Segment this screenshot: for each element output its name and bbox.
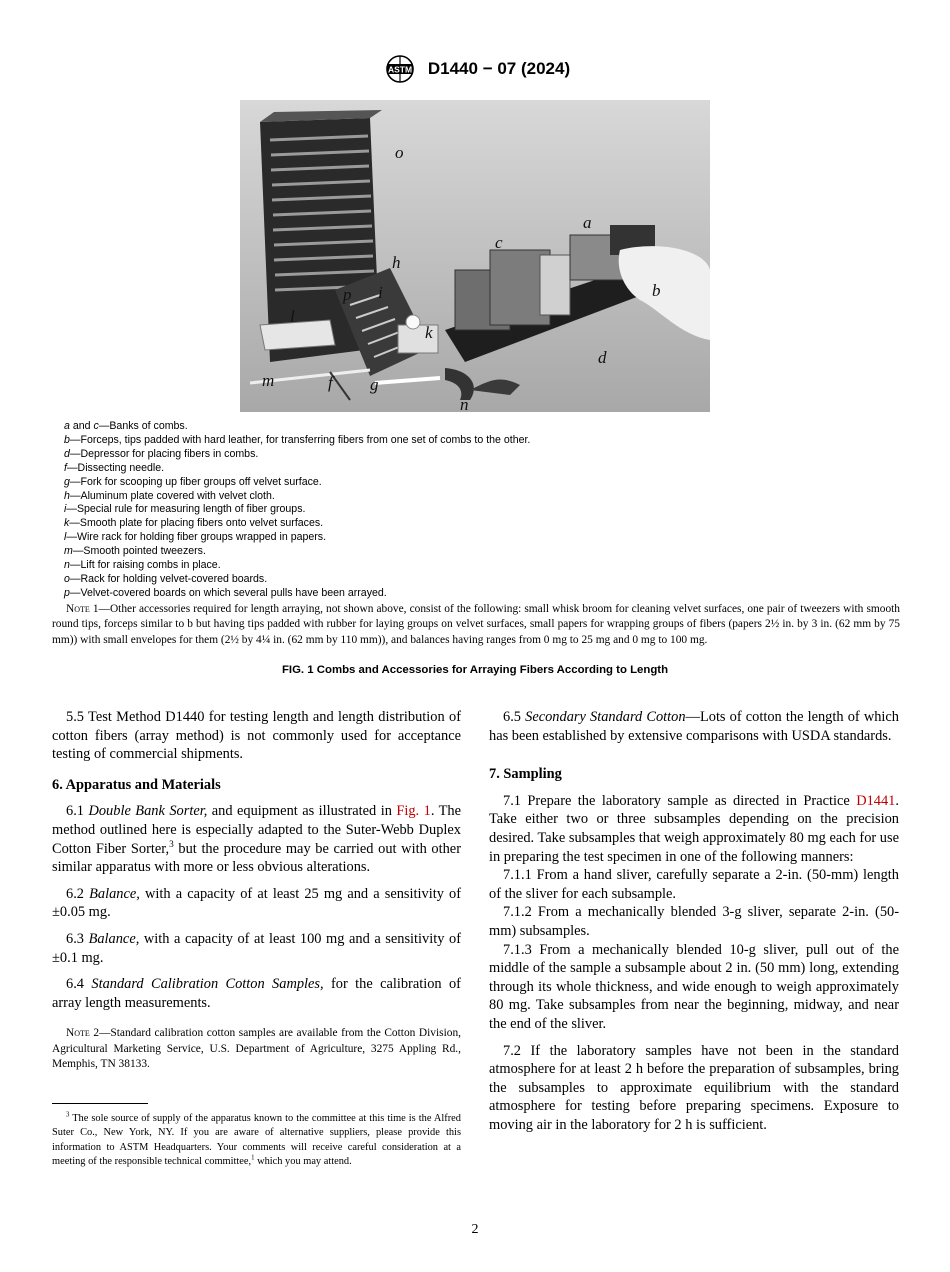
section-6-2	[52, 885, 461, 922]
figure-legend	[64, 420, 904, 601]
photo-label-o: o	[395, 143, 404, 162]
legend-text: —Aluminum plate covered with velvet cloth.	[69, 489, 275, 502]
svg-text:ASTM: ASTM	[387, 64, 412, 75]
page-number: 2	[471, 1222, 479, 1237]
heading-section-6: 6. Apparatus and Materials	[52, 776, 221, 793]
footnote-ref[interactable]: 3	[169, 839, 174, 850]
section-7-1-1: 7.1.1 From a hand sliver, carefully separate a 2-in. (50-mm) length of the sliver for each subsample.	[489, 867, 899, 902]
photo-label-b: b	[652, 281, 661, 300]
photo-label-m: m	[262, 371, 275, 390]
note-2	[52, 1026, 461, 1072]
right-column	[489, 708, 899, 1142]
d1441-link[interactable]: D1441	[856, 792, 896, 809]
note-1	[52, 602, 900, 648]
legend-key: i	[64, 503, 67, 516]
legend-text: —Forceps, tips padded with hard leather, for transferring fibers from one set of combs to the other.	[69, 433, 531, 446]
heading-section-7: 7. Sampling	[489, 766, 562, 783]
legend-key: l	[64, 531, 67, 544]
para-number: 6.4	[66, 976, 84, 993]
legend-text: —Wire rack for holding fiber groups wrapped in papers.	[66, 531, 327, 544]
legend-item	[64, 545, 904, 559]
note-1-text: —Other accessories required for length arraying, not shown above, consist of the following: small whisk broom for cleaning velvet surfaces, one pair of tweezers with smooth round tips, forceps similar to b but having tips padded with rubber for laying groups on velvet surfaces, small papers for wrapping groups of fibers (papers 2½ in. by 3 in. (62 mm by 75 mm)) with small envelopes for them (2½ by 4¼ in. (62 mm by 110 mm)), and balances having ranges from 0 mg to 25 mg and 0 mg to 100 mg.	[52, 603, 900, 646]
footnote-text: which you may attend.	[254, 1156, 352, 1168]
legend-text: —Fork for scooping up fiber groups off velvet surface.	[69, 475, 322, 488]
footnote-divider	[52, 1103, 148, 1104]
section-6-1	[52, 802, 461, 876]
legend-text: —Smooth pointed tweezers.	[72, 545, 206, 558]
legend-key: k	[64, 517, 70, 530]
photo-label-c: c	[495, 233, 503, 252]
legend-key: a	[64, 420, 70, 432]
note-2-label: Note 2	[66, 1027, 100, 1040]
section-6-3	[52, 930, 461, 967]
footnote-ref[interactable]: 1	[251, 1154, 255, 1162]
photo-label-d: d	[598, 348, 607, 367]
para-text: with a capacity of at least 25 mg and a sensitivity of ±0.05 mg.	[52, 885, 461, 921]
legend-text: —Depressor for placing fibers in combs.	[69, 447, 259, 460]
document-code: D1440 − 07 (2024)	[427, 59, 571, 78]
astm-logo-icon	[380, 53, 420, 85]
section-6-5	[489, 708, 899, 745]
legend-text: —Lift for raising combs in place.	[69, 559, 221, 572]
legend-item	[64, 420, 904, 434]
legend-item	[64, 573, 904, 587]
para-number: 6.5	[503, 709, 521, 725]
section-7-1-3: 7.1.3 From a mechanically blended 10-g sliver, pull out of the middle of the sample a subsample about 2 in. (50 mm) long, extending through its whole thickness, and wide enough to weigh approximately 80 mg. Take subsamples from near the beginning, midway, and near the end of the sliver.	[489, 941, 899, 1032]
legend-key: n	[64, 559, 70, 572]
legend-item	[64, 434, 904, 448]
para-number: 6.3	[66, 930, 84, 947]
photo-label-k: k	[425, 323, 433, 342]
photo-label-l: l	[290, 307, 295, 326]
fig-1-link[interactable]: Fig. 1	[396, 803, 431, 820]
section-6-4	[52, 975, 461, 1012]
page-header	[0, 52, 950, 86]
para-text: . Take either two or three subsamples depending on the precision desired. Take subsamples that weigh approximately 80 mg each for use in preparing the test specimen in one of the following manners:	[489, 792, 899, 865]
legend-text: —Smooth plate for placing fibers onto velvet surfaces.	[69, 517, 324, 530]
footnote-text: The sole source of supply of the apparatus known to the committee at this time is the Alfred Suter Co., New York, NY. If you are aware of alternative suppliers, please provide this information to ASTM Headquarters. Your comments will receive careful consideration at a meeting of the responsible technical committee,	[52, 1112, 461, 1168]
legend-item	[64, 448, 904, 462]
legend-item	[64, 490, 904, 504]
figure-photo	[240, 100, 710, 412]
note-1-label: Note 1	[66, 603, 99, 615]
legend-key: c	[93, 420, 99, 432]
legend-item	[64, 476, 904, 490]
para-text: . The method outlined here is especially adapted to the Suter-Webb Duplex Cotton Fiber Sorter,	[52, 803, 462, 857]
legend-text: —Rack for holding velvet-covered boards.	[69, 572, 268, 585]
photo-label-g: g	[370, 375, 379, 394]
section-7-1	[489, 792, 899, 866]
legend-key: g	[64, 475, 70, 488]
photo-label-i: i	[378, 283, 383, 302]
para-text: but the procedure may be carried out with other similar apparatus with more or less obvious alterations.	[52, 840, 461, 876]
legend-text: —Dissecting needle.	[66, 461, 165, 474]
photo-label-f: f	[328, 373, 333, 392]
legend-key: p	[64, 586, 70, 599]
para-text: with a capacity of at least 100 mg and a sensitivity of ±0.1 mg.	[52, 930, 461, 966]
section-5-5: 5.5 Test Method D1440 for testing length and length distribution of cotton fibers (array method) is not commonly used for acceptance testing of commercial shipments.	[52, 709, 461, 763]
legend-conj: and	[69, 420, 94, 432]
note-2-text: —Standard calibration cotton samples are available from the Cotton Division, Agricultural Marketing Service, U.S. Department of Agriculture, 3275 Appling Rd., Memphis, TN 38133.	[52, 1027, 461, 1071]
photo-label-n: n	[460, 395, 469, 412]
legend-item	[64, 503, 904, 517]
section-7-2: 7.2 If the laboratory samples have not been in the standard atmosphere for at least 2 h before the preparation of subsamples, bring the subsamples to approximate equilibrium with the standard atmosphere for testing before preparing specimens. Exposure to moving air in the laboratory for 2 h is sufficient.	[489, 1042, 899, 1133]
para-title: Balance,	[89, 885, 140, 902]
para-text: and equipment as illustrated in	[207, 803, 397, 820]
photo-label-a: a	[583, 213, 592, 232]
left-column	[52, 708, 461, 1178]
legend-key: m	[64, 545, 73, 558]
section-7-1-2: 7.1.2 From a mechanically blended 3-g sliver, separate 2-in. (50-mm) subsamples.	[489, 904, 899, 939]
para-number: 6.2	[66, 885, 84, 902]
legend-text: —Velvet-covered boards on which several pulls have been arrayed.	[69, 586, 387, 599]
para-title: Balance,	[88, 930, 140, 947]
legend-item	[64, 559, 904, 573]
legend-item	[64, 587, 904, 601]
legend-text: —Special rule for measuring length of fiber groups.	[66, 503, 306, 516]
figure-caption: FIG. 1 Combs and Accessories for Arraying Fibers According to Length	[281, 664, 669, 676]
legend-item	[64, 531, 904, 545]
footnote-number: 3	[66, 1111, 70, 1119]
para-title: Standard Calibration Cotton Samples,	[91, 976, 324, 993]
para-title: Secondary Standard Cotton	[525, 709, 686, 725]
para-number: 6.1	[66, 803, 84, 820]
legend-item	[64, 462, 904, 476]
figure-photo-drawing	[240, 100, 710, 412]
legend-key: h	[64, 489, 70, 502]
legend-key: o	[64, 572, 70, 585]
photo-label-p: p	[343, 285, 352, 304]
para-text: for the calibration of array length measurements.	[52, 976, 461, 1011]
legend-text: —Banks of combs.	[98, 420, 188, 432]
legend-key: f	[64, 461, 67, 474]
photo-label-h: h	[392, 253, 401, 272]
footnote-3	[52, 1112, 461, 1170]
para-title: Double Bank Sorter,	[88, 803, 208, 820]
para-text: —Lots of cotton the length of which has been established by extensive comparisons with USDA standards.	[489, 709, 899, 744]
legend-key: d	[64, 447, 70, 460]
legend-key: b	[64, 433, 70, 446]
legend-item	[64, 517, 904, 531]
para-text: 7.1 Prepare the laboratory sample as directed in Practice	[503, 792, 857, 809]
